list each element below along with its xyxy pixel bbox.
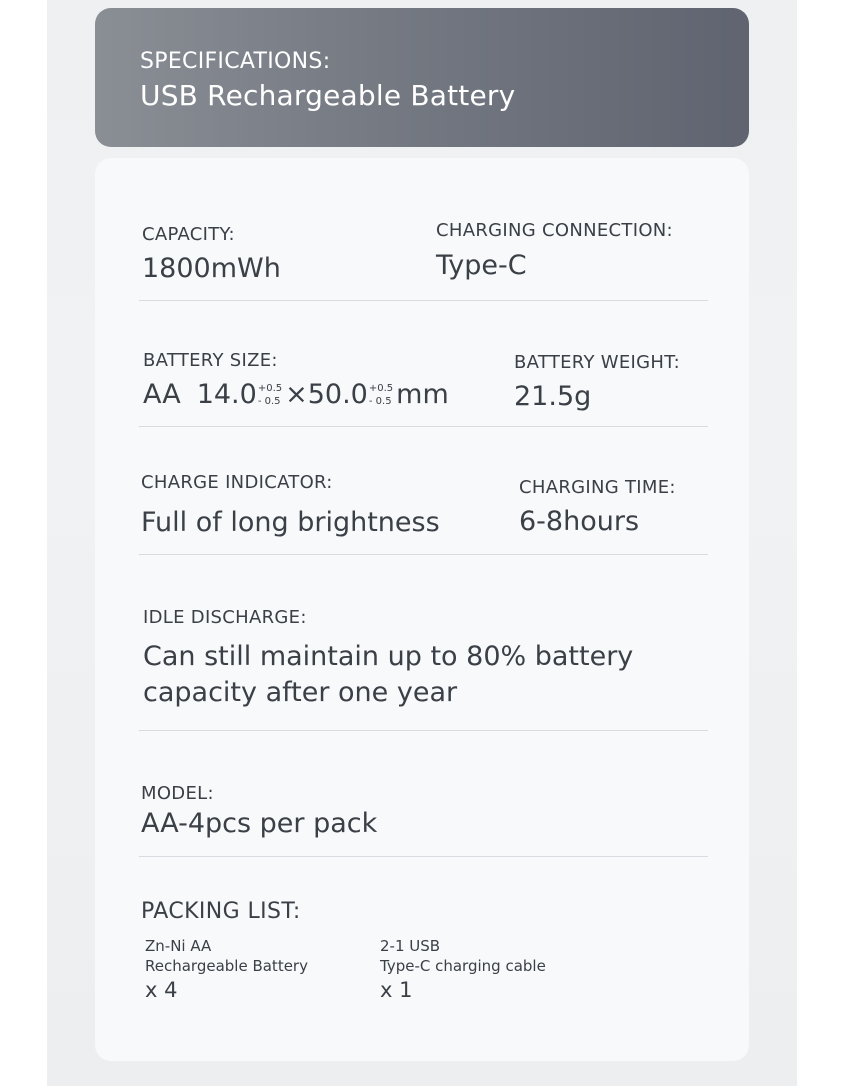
divider [139, 554, 708, 555]
capacity-value: 1800mWh [142, 253, 281, 284]
tolerance-minus: - 0.5 [368, 395, 392, 407]
tolerance-minus: - 0.5 [257, 395, 281, 407]
pack-item-2-line-1: 2-1 USB [380, 937, 441, 955]
charging-connection-value: Type-C [436, 250, 527, 281]
charging-time-label: CHARGING TIME: [519, 477, 676, 498]
battery-size-label: BATTERY SIZE: [143, 350, 278, 371]
pack-item-2-qty: x 1 [380, 978, 413, 1002]
battery-size-diameter: 14.0 [196, 379, 257, 410]
pack-item-2-line-2: Type-C charging cable [380, 957, 546, 975]
length-tolerance [369, 382, 393, 408]
header-title: USB Rechargeable Battery [140, 79, 516, 112]
idle-discharge-line-1: Can still maintain up to 80% battery [143, 641, 634, 672]
idle-discharge-line-2: capacity after one year [143, 677, 458, 708]
charging-time-value: 6-8hours [519, 506, 640, 537]
specifications-header [95, 8, 749, 147]
divider [139, 730, 708, 731]
pack-item-1-qty: x 4 [145, 978, 178, 1002]
battery-size-length: ×50.0 [285, 379, 368, 410]
battery-size-unit: mm [396, 379, 449, 410]
charging-connection-label: CHARGING CONNECTION: [436, 220, 673, 241]
model-value: AA-4pcs per pack [141, 808, 378, 839]
divider [139, 856, 708, 857]
pack-item-1-line-1: Zn-Ni AA [145, 937, 212, 955]
battery-size-value [143, 379, 449, 410]
capacity-label: CAPACITY: [142, 224, 235, 245]
packing-list-title: PACKING LIST: [141, 899, 301, 924]
model-label: MODEL: [141, 783, 214, 804]
diameter-tolerance [258, 382, 282, 408]
charge-indicator-label: CHARGE INDICATOR: [141, 472, 333, 493]
idle-discharge-label: IDLE DISCHARGE: [143, 607, 307, 628]
divider [139, 300, 708, 301]
battery-size-type: AA [143, 379, 181, 410]
charge-indicator-value: Full of long brightness [141, 507, 440, 538]
divider [139, 426, 708, 427]
battery-weight-label: BATTERY WEIGHT: [514, 352, 680, 373]
pack-item-1-line-2: Rechargeable Battery [145, 957, 308, 975]
battery-weight-value: 21.5g [514, 381, 592, 412]
tolerance-plus: +0.5 [257, 382, 283, 394]
header-label: SPECIFICATIONS: [140, 49, 331, 74]
specifications-card [95, 158, 749, 1061]
tolerance-plus: +0.5 [368, 382, 394, 394]
